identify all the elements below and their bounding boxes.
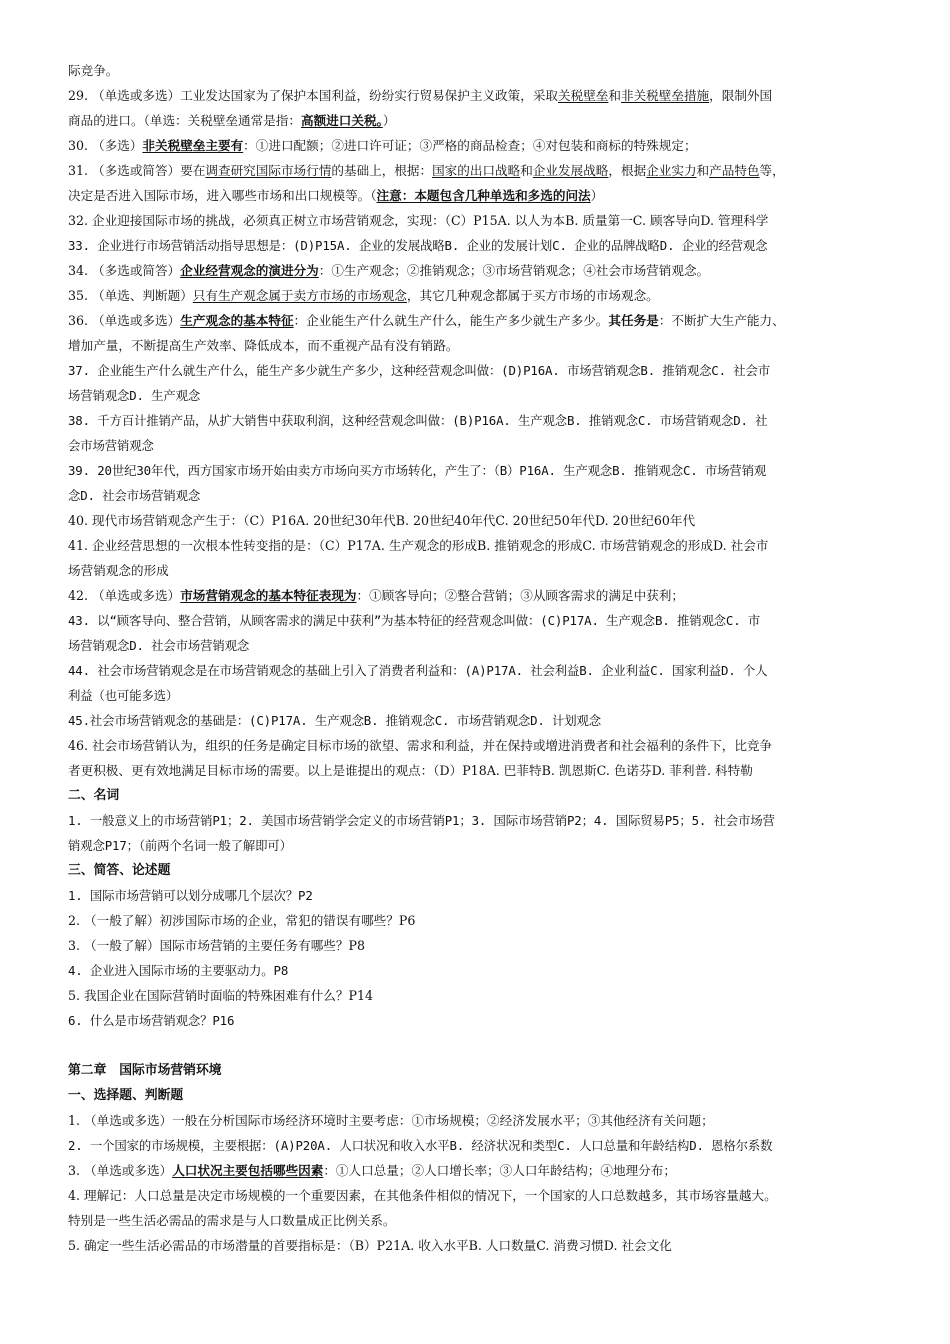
question-43: 43. 以“顾客导向、整合营销，从顾客需求的满足中获利”为基本特征的经营观念叫做：(C)P17A. 生产观念B. 推销观念C. 市 <box>68 613 761 628</box>
text: 35. （单选、判断题） <box>68 288 193 303</box>
question-44-cont: 利益（也可能多选） <box>68 688 179 703</box>
question-36-cont: 增加产量，不断提高生产效率、降低成本，而不重视产品有没有销路。 <box>68 338 459 353</box>
question-35 <box>68 283 884 308</box>
chapter-heading: 第二章 国际市场营销环境 <box>68 1063 222 1078</box>
question-43-cont: 场营销观念D. 社会市场营销观念 <box>68 638 250 653</box>
question-36 <box>68 308 884 333</box>
chapter2-question-4: 4. 理解记：人口总量是决定市场规模的一个重要因素，在其他条件相似的情况下，一个国家的人口总数越多，其市场容量越大。 <box>68 1188 777 1203</box>
question-37: 37. 企业能生产什么就生产什么，能生产多少就生产多少，这种经营观念叫做：(D)P16A. 市场营销观念B. 推销观念C. 社会市 <box>68 363 770 378</box>
underlined-term: 调查研究国际市场行情 <box>205 163 332 178</box>
text: 31. （多选或简答）要在 <box>68 163 206 178</box>
question-39-cont: 念D. 社会市场营销观念 <box>68 488 201 503</box>
question-41: 41. 企业经营思想的一次根本性转变指的是：（C）P17A. 生产观念的形成B. 推销观念的形成C. 市场营销观念的形成D. 社会市 <box>68 538 769 553</box>
question-38: 38. 千方百计推销产品，从扩大销售中获取利润，这种经营观念叫做：(B)P16A. 生产观念B. 推销观念C. 市场营销观念D. 社 <box>68 413 768 428</box>
text: 和 <box>696 163 710 178</box>
underlined-term: 企业实力 <box>646 163 697 178</box>
text: 42. （单选或多选） <box>68 588 181 603</box>
text: ，其它几种观念都属于买方市场的市场观念。 <box>406 288 659 303</box>
text: 34. （多选或简答） <box>68 263 181 278</box>
underlined-term: 只有生产观念属于卖方市场的市场观念 <box>192 288 407 303</box>
text: 决定是否进入国际市场，进入哪些市场和出口规模等。（ <box>68 188 377 203</box>
text: 等， <box>759 163 785 178</box>
question-32: 32. 企业迎接国际市场的挑战，必须真正树立市场营销观念，实现：（C）P15A. 以人为本B. 质量第一C. 顾客导向D. 管理科学 <box>68 213 769 228</box>
question-38-cont: 会市场营销观念 <box>68 438 154 453</box>
text: ，限制外国 <box>709 88 773 103</box>
bold-term: 市场营销观念的基本特征表现为 <box>180 588 357 603</box>
spacer <box>68 1033 884 1058</box>
text: ：①人口总量；②人口增长率；③人口年龄结构；④地理分布； <box>323 1163 676 1178</box>
section-heading-essay: 三、简答、论述题 <box>68 863 171 878</box>
question-46-cont: 者更积极、更有效地满足目标市场的需要。以上是谁提出的观点：（D）P18A. 巴菲特B. 凯恩斯C. 色诺芬D. 菲利普. 科特勒 <box>68 763 753 778</box>
bold-term: 非关税壁垒主要有 <box>142 138 244 153</box>
bold-term: 生产观念的基本特征 <box>180 313 294 328</box>
text: 36. （单选或多选） <box>68 313 181 328</box>
chapter2-question-1: 1. （单选或多选）一般在分析国际市场经济环境时主要考虑：①市场规模；②经济发展水平；③其他经济有关问题； <box>68 1113 714 1128</box>
question-39: 39. 20世纪30年代，西方国家市场开始由卖方市场向买方市场转化，产生了：（B）P16A. 生产观念B. 推销观念C. 市场营销观 <box>68 463 767 478</box>
underlined-term: 企业发展战略 <box>532 163 609 178</box>
bold-term: 其任务是 <box>608 313 659 328</box>
bold-note: 注意：本题包含几种单选和多选的问法 <box>376 188 591 203</box>
question-46: 46. 社会市场营销认为，组织的任务是确定目标市场的欲望、需求和利益，并在保持或增进消费者和社会福利的条件下，比竞争 <box>68 738 773 753</box>
bold-term: 企业经营观念的演进分为 <box>180 263 319 278</box>
chapter2-question-3 <box>68 1158 884 1183</box>
essay-item-2: 2. （一般了解）初涉国际市场的企业，常犯的错误有哪些？P6 <box>68 913 416 928</box>
question-44: 44. 社会市场营销观念是在市场营销观念的基础上引入了消费者利益和：(A)P17A. 社会利益B. 企业利益C. 国家利益D. 个人 <box>68 663 768 678</box>
section-heading-terms: 二、名词 <box>68 788 120 803</box>
chapter2-question-4-cont: 特别是一些生活必需品的需求是与人口数量成正比例关系。 <box>68 1213 396 1228</box>
text: ） <box>382 113 396 128</box>
question-41-cont: 场营销观念的形成 <box>68 563 169 578</box>
text: ，根据 <box>608 163 647 178</box>
underlined-term: 关税壁垒 <box>558 88 609 103</box>
essay-item-1: 1. 国际市场营销可以划分成哪几个层次？P2 <box>68 888 313 903</box>
section-heading-choice: 一、选择题、判断题 <box>68 1088 184 1103</box>
text: 商品的进口。（单选：关税壁垒通常是指： <box>68 113 301 128</box>
essay-item-3: 3. （一般了解）国际市场营销的主要任务有哪些？P8 <box>68 938 365 953</box>
question-42 <box>68 583 884 608</box>
question-29 <box>68 83 884 108</box>
text: 和 <box>608 88 621 103</box>
terms-line: 1. 一般意义上的市场营销P1；2. 美国市场营销学会定义的市场营销P1；3. 国际市场营销P2；4. 国际贸易P5；5. 社会市场营 <box>68 813 775 828</box>
text: ：①生产观念；②推销观念；③市场营销观念；④社会市场营销观念。 <box>318 263 710 278</box>
text: 29. （单选或多选）工业发达国家为了保护本国利益，纷纷实行贸易保护主义政策，采取 <box>68 88 559 103</box>
question-45: 45.社会市场营销观念的基础是：(C)P17A. 生产观念B. 推销观念C. 市场营销观念D. 计划观念 <box>68 713 601 728</box>
chapter2-question-2: 2. 一个国家的市场规模，主要根据：(A)P20A. 人口状况和收入水平B. 经济状况和类型C. 人口总量和年龄结构D. 恩格尔系数 <box>68 1138 773 1153</box>
underlined-term: 非关税壁垒措施 <box>620 88 710 103</box>
text: 和 <box>520 163 533 178</box>
text: 的基础上，根据： <box>331 163 433 178</box>
bold-term: 高额进口关税。 <box>300 113 383 128</box>
chapter2-question-5: 5. 确定一些生活必需品的市场潜量的首要指标是：（B）P21A. 收入水平B. 人口数量C. 消费习惯D. 社会文化 <box>68 1238 672 1253</box>
essay-item-5: 5. 我国企业在国际营销时面临的特殊困难有什么？P14 <box>68 988 373 1003</box>
essay-item-6: 6. 什么是市场营销观念？P16 <box>68 1013 235 1028</box>
question-30 <box>68 133 884 158</box>
text: ：①进口配额；②进口许可证；③严格的商品检查；④对包装和商标的特殊规定； <box>243 138 697 153</box>
underlined-term: 国家的出口战略 <box>432 163 521 178</box>
underlined-term: 产品特色 <box>709 163 760 178</box>
bold-term: 人口状况主要包括哪些因素 <box>172 1163 324 1178</box>
text: ） <box>590 188 604 203</box>
text: ：①顾客导向；②整合营销；③从顾客需求的满足中获利； <box>356 588 684 603</box>
question-31-cont <box>68 183 884 208</box>
text-line: 际竞争。 <box>68 63 119 78</box>
text: ：企业能生产什么就生产什么，能生产多少就生产多少。 <box>293 313 609 328</box>
question-31 <box>68 158 884 183</box>
terms-line-cont: 销观念P17；（前两个名词一般了解即可） <box>68 838 292 853</box>
question-29-cont <box>68 108 884 133</box>
essay-item-4: 4. 企业进入国际市场的主要驱动力。P8 <box>68 963 289 978</box>
question-37-cont: 场营销观念D. 生产观念 <box>68 388 201 403</box>
question-34 <box>68 258 884 283</box>
text: 30. （多选） <box>68 138 143 153</box>
text: ：不断扩大生产能力、 <box>658 313 785 328</box>
question-33: 33. 企业进行市场营销活动指导思想是：(D)P15A. 企业的发展战略B. 企业的发展计划C. 企业的品牌战略D. 企业的经营观念 <box>68 238 768 253</box>
text: 3. （单选或多选） <box>68 1163 173 1178</box>
question-40: 40. 现代市场营销观念产生于：（C）P16A. 20世纪30年代B. 20世纪40年代C. 20世纪50年代D. 20世纪60年代 <box>68 513 696 528</box>
